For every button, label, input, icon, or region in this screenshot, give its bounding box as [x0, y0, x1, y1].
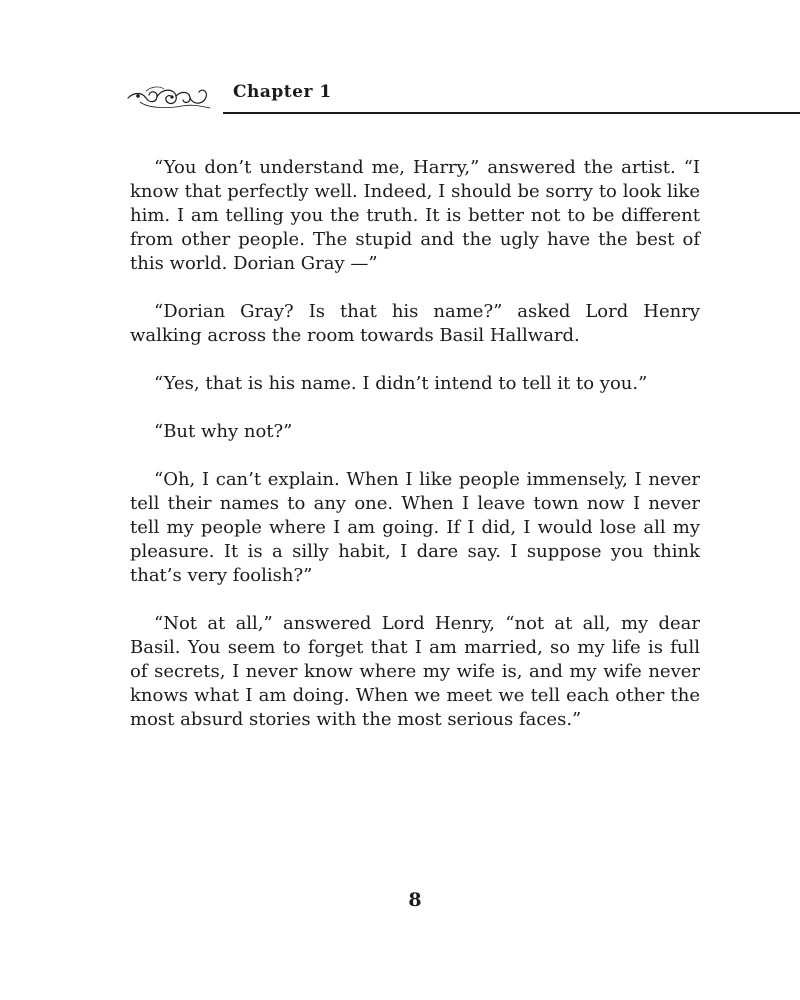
running-header — [126, 78, 800, 118]
paragraph: “Not at all,” answered Lord Henry, “not at all, my dear Basil. You seem to forget that I am married, so my life is full of secrets, I never know where my wife is, and my wife never knows what I am doing. When we meet we tell each other the most absurd stories with the most serious faces.” — [130, 613, 700, 730]
paragraph: “But why not?” — [154, 421, 293, 442]
paragraph: “You don’t understand me, Harry,” answered the artist. “I know that perfectly well. Indeed, I should be sorry to look like him. I am telling you the truth. It is better not to be different from other people. The stupid and the ugly have the best of this world. Dorian Gray —” — [130, 157, 700, 274]
chapter-title: Chapter 1 — [233, 82, 332, 102]
body-text — [130, 156, 700, 756]
paragraph: “Yes, that is his name. I didn’t intend to tell it to you.” — [154, 373, 648, 394]
flourish-ornament-icon — [126, 82, 214, 112]
paragraph: “Oh, I can’t explain. When I like people immensely, I never tell their names to any one. When I leave town now I never tell my people where I am going. If I did, I would lose all my pleasure. It is a silly habit, I dare say. I suppose you think that’s very foolish?” — [130, 469, 700, 586]
page-number: 8 — [408, 889, 422, 911]
header-rule — [223, 112, 800, 114]
paragraph: “Dorian Gray? Is that his name?” asked Lord Henry walking across the room towards Basil Hallward. — [130, 301, 700, 346]
